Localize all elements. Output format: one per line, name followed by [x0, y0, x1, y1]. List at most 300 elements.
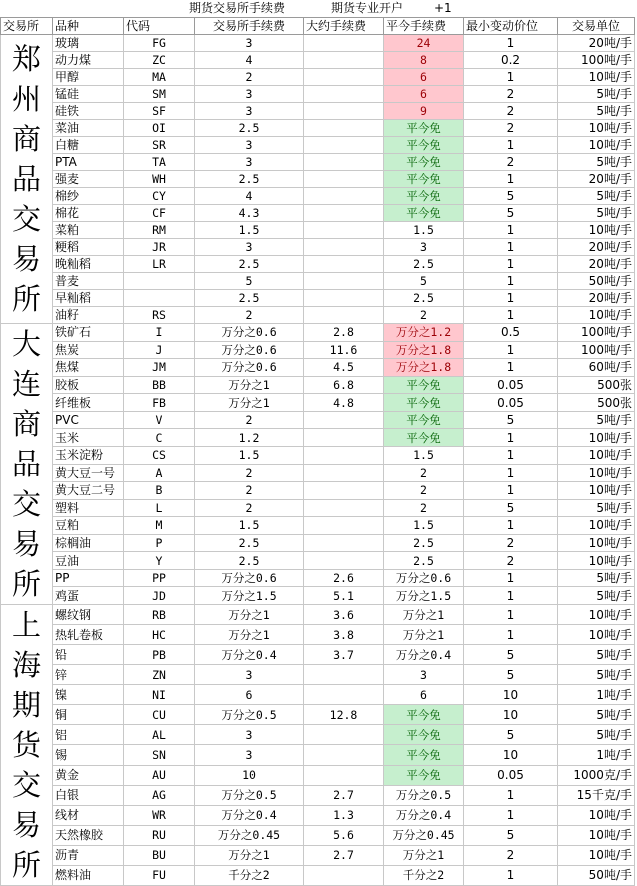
- exchange-fee-cell: 2.5: [195, 534, 304, 552]
- product-name-cell: 热轧卷板: [53, 625, 124, 645]
- approx-fee-cell: [304, 137, 384, 154]
- min-tick-cell: 5: [464, 499, 558, 517]
- sheet-title: 期货交易所手续费: [189, 1, 286, 15]
- table-row: [1, 290, 635, 307]
- approx-fee-cell: [304, 482, 384, 500]
- close-today-fee-cell: 2.5: [384, 552, 464, 570]
- exchange-fee-cell: 1.2: [195, 429, 304, 447]
- min-tick-cell: 2: [464, 845, 558, 865]
- close-today-fee-cell: 万分之1.8: [384, 359, 464, 377]
- product-name-cell: 胶板: [53, 376, 124, 394]
- product-code-cell: V: [124, 411, 195, 429]
- approx-fee-cell: 2.8: [304, 324, 384, 342]
- exchange-fee-cell: 3: [195, 35, 304, 52]
- approx-fee-cell: 11.6: [304, 341, 384, 359]
- table-row: [1, 825, 635, 845]
- product-name-cell: 玉米: [53, 429, 124, 447]
- table-row: [1, 411, 635, 429]
- product-code-cell: I: [124, 324, 195, 342]
- product-code-cell: JR: [124, 239, 195, 256]
- exchange-fee-cell: 2: [195, 411, 304, 429]
- approx-fee-cell: 12.8: [304, 705, 384, 725]
- approx-fee-cell: [304, 665, 384, 685]
- trading-unit-cell: 500张: [558, 394, 635, 412]
- product-name-cell: 锌: [53, 665, 124, 685]
- table-row: [1, 446, 635, 464]
- product-name-cell: 天然橡胶: [53, 825, 124, 845]
- close-today-fee-cell: 千分之2: [384, 865, 464, 885]
- trading-unit-cell: 20吨/手: [558, 290, 635, 307]
- product-code-cell: CF: [124, 205, 195, 222]
- exchange-fee-cell: 万分之1: [195, 394, 304, 412]
- trading-unit-cell: 60吨/手: [558, 359, 635, 377]
- approx-fee-cell: [304, 446, 384, 464]
- min-tick-cell: 5: [464, 645, 558, 665]
- exchange-fee-cell: 10: [195, 765, 304, 785]
- trading-unit-cell: 10吨/手: [558, 625, 635, 645]
- exchange-fee-cell: 2: [195, 69, 304, 86]
- close-today-fee-cell: 3: [384, 239, 464, 256]
- trading-unit-cell: 5吨/手: [558, 665, 635, 685]
- product-code-cell: [124, 273, 195, 290]
- product-code-cell: RM: [124, 222, 195, 239]
- table-row: [1, 705, 635, 725]
- table-row: [1, 394, 635, 412]
- table-row: [1, 785, 635, 805]
- table-row: [1, 205, 635, 222]
- min-tick-cell: 0.2: [464, 52, 558, 69]
- min-tick-cell: 1: [464, 785, 558, 805]
- trading-unit-cell: 5吨/手: [558, 725, 635, 745]
- product-code-cell: BB: [124, 376, 195, 394]
- product-name-cell: 菜油: [53, 120, 124, 137]
- table-row: [1, 534, 635, 552]
- sheet-title-bar: [0, 0, 637, 17]
- close-today-fee-cell: 5: [384, 273, 464, 290]
- product-name-cell: 镍: [53, 685, 124, 705]
- exchange-fee-cell: 2: [195, 464, 304, 482]
- close-today-fee-cell: 万分之0.6: [384, 569, 464, 587]
- min-tick-cell: 1: [464, 171, 558, 188]
- product-name-cell: 白银: [53, 785, 124, 805]
- close-today-fee-cell: 2.5: [384, 290, 464, 307]
- exchange-fee-cell: 2: [195, 499, 304, 517]
- table-row: [1, 35, 635, 52]
- close-today-fee-cell: 2: [384, 307, 464, 324]
- trading-unit-cell: 5吨/手: [558, 86, 635, 103]
- trading-unit-cell: 1吨/手: [558, 685, 635, 705]
- fee-table: [0, 17, 635, 886]
- product-code-cell: A: [124, 464, 195, 482]
- product-name-cell: 棕榈油: [53, 534, 124, 552]
- table-row: [1, 865, 635, 885]
- trading-unit-cell: 10吨/手: [558, 464, 635, 482]
- approx-fee-cell: 3.6: [304, 605, 384, 625]
- header-approx-fee: 大约手续费: [304, 18, 384, 35]
- min-tick-cell: 1: [464, 805, 558, 825]
- exchange-fee-cell: 万分之1: [195, 605, 304, 625]
- exchange-fee-cell: 万分之0.6: [195, 324, 304, 342]
- exchange-fee-cell: 2.5: [195, 290, 304, 307]
- exchange-fee-cell: 2.5: [195, 171, 304, 188]
- product-code-cell: RU: [124, 825, 195, 845]
- close-today-fee-cell: 万分之1.8: [384, 341, 464, 359]
- header-close-today-fee: 平今手续费: [384, 18, 464, 35]
- table-row: [1, 222, 635, 239]
- min-tick-cell: 1: [464, 273, 558, 290]
- product-code-cell: CS: [124, 446, 195, 464]
- header-trading-unit: 交易单位: [558, 18, 635, 35]
- min-tick-cell: 1: [464, 865, 558, 885]
- close-today-fee-cell: 平今免: [384, 725, 464, 745]
- close-today-fee-cell: 2: [384, 464, 464, 482]
- product-name-cell: 强麦: [53, 171, 124, 188]
- product-name-cell: 油籽: [53, 307, 124, 324]
- exchange-name-cell: 郑州商品交易所: [1, 35, 53, 324]
- min-tick-cell: 5: [464, 825, 558, 845]
- product-code-cell: FU: [124, 865, 195, 885]
- approx-fee-cell: [304, 205, 384, 222]
- min-tick-cell: 5: [464, 205, 558, 222]
- approx-fee-cell: 4.5: [304, 359, 384, 377]
- product-name-cell: 塑料: [53, 499, 124, 517]
- product-code-cell: Y: [124, 552, 195, 570]
- close-today-fee-cell: 万分之0.4: [384, 645, 464, 665]
- exchange-fee-cell: 万分之1: [195, 376, 304, 394]
- table-row: [1, 765, 635, 785]
- close-today-fee-cell: 平今免: [384, 137, 464, 154]
- exchange-fee-cell: 3: [195, 103, 304, 120]
- product-name-cell: 棉纱: [53, 188, 124, 205]
- trading-unit-cell: 10吨/手: [558, 222, 635, 239]
- exchange-fee-cell: 2.5: [195, 120, 304, 137]
- product-code-cell: WR: [124, 805, 195, 825]
- fee-table-body: [1, 35, 635, 886]
- close-today-fee-cell: 平今免: [384, 411, 464, 429]
- product-name-cell: 黄金: [53, 765, 124, 785]
- close-today-fee-cell: 6: [384, 86, 464, 103]
- product-code-cell: SR: [124, 137, 195, 154]
- product-name-cell: 玉米淀粉: [53, 446, 124, 464]
- sheet-subtitle: 期货专业开户: [331, 1, 404, 15]
- table-row: [1, 376, 635, 394]
- trading-unit-cell: 5吨/手: [558, 705, 635, 725]
- min-tick-cell: 10: [464, 745, 558, 765]
- exchange-fee-cell: 3: [195, 725, 304, 745]
- product-name-cell: 普麦: [53, 273, 124, 290]
- table-row: [1, 685, 635, 705]
- product-code-cell: PP: [124, 569, 195, 587]
- approx-fee-cell: [304, 745, 384, 765]
- min-tick-cell: 5: [464, 665, 558, 685]
- close-today-fee-cell: 2: [384, 499, 464, 517]
- header-product: 品种: [53, 18, 124, 35]
- min-tick-cell: 1: [464, 239, 558, 256]
- product-name-cell: 玻璃: [53, 35, 124, 52]
- table-row: [1, 665, 635, 685]
- close-today-fee-cell: 1.5: [384, 517, 464, 535]
- table-row: [1, 482, 635, 500]
- product-name-cell: 焦炭: [53, 341, 124, 359]
- close-today-fee-cell: 平今免: [384, 376, 464, 394]
- approx-fee-cell: [304, 103, 384, 120]
- product-name-cell: 白糖: [53, 137, 124, 154]
- table-row: [1, 645, 635, 665]
- table-row: [1, 745, 635, 765]
- table-row: [1, 499, 635, 517]
- min-tick-cell: 1: [464, 587, 558, 605]
- trading-unit-cell: 20吨/手: [558, 171, 635, 188]
- product-code-cell: ZC: [124, 52, 195, 69]
- product-name-cell: 晚籼稻: [53, 256, 124, 273]
- trading-unit-cell: 100吨/手: [558, 324, 635, 342]
- exchange-fee-cell: 万分之1: [195, 845, 304, 865]
- table-row: [1, 171, 635, 188]
- product-code-cell: AG: [124, 785, 195, 805]
- exchange-fee-cell: 5: [195, 273, 304, 290]
- min-tick-cell: 1: [464, 222, 558, 239]
- product-code-cell: [124, 290, 195, 307]
- table-row: [1, 154, 635, 171]
- exchange-fee-cell: 4.3: [195, 205, 304, 222]
- close-today-fee-cell: 9: [384, 103, 464, 120]
- trading-unit-cell: 1吨/手: [558, 745, 635, 765]
- min-tick-cell: 2: [464, 552, 558, 570]
- close-today-fee-cell: 3: [384, 665, 464, 685]
- product-code-cell: LR: [124, 256, 195, 273]
- product-name-cell: 鸡蛋: [53, 587, 124, 605]
- table-row: [1, 341, 635, 359]
- approx-fee-cell: [304, 35, 384, 52]
- exchange-fee-cell: 3: [195, 239, 304, 256]
- product-code-cell: ZN: [124, 665, 195, 685]
- close-today-fee-cell: 平今免: [384, 765, 464, 785]
- approx-fee-cell: [304, 222, 384, 239]
- product-name-cell: 燃料油: [53, 865, 124, 885]
- approx-fee-cell: [304, 552, 384, 570]
- product-code-cell: HC: [124, 625, 195, 645]
- trading-unit-cell: 10吨/手: [558, 805, 635, 825]
- table-row: [1, 805, 635, 825]
- min-tick-cell: 0.05: [464, 765, 558, 785]
- exchange-fee-cell: 3: [195, 137, 304, 154]
- product-name-cell: 粳稻: [53, 239, 124, 256]
- trading-unit-cell: 10吨/手: [558, 482, 635, 500]
- product-name-cell: 铜: [53, 705, 124, 725]
- approx-fee-cell: [304, 411, 384, 429]
- trading-unit-cell: 10吨/手: [558, 825, 635, 845]
- close-today-fee-cell: 万分之1.2: [384, 324, 464, 342]
- product-code-cell: CU: [124, 705, 195, 725]
- table-row: [1, 188, 635, 205]
- exchange-fee-cell: 3: [195, 154, 304, 171]
- table-row: [1, 587, 635, 605]
- product-name-cell: 螺纹钢: [53, 605, 124, 625]
- min-tick-cell: 1: [464, 341, 558, 359]
- product-name-cell: 锡: [53, 745, 124, 765]
- product-name-cell: 锰硅: [53, 86, 124, 103]
- trading-unit-cell: 20吨/手: [558, 256, 635, 273]
- exchange-fee-cell: 2.5: [195, 256, 304, 273]
- table-row: [1, 517, 635, 535]
- table-row: [1, 273, 635, 290]
- exchange-fee-cell: 1.5: [195, 446, 304, 464]
- approx-fee-cell: 3.7: [304, 645, 384, 665]
- close-today-fee-cell: 平今免: [384, 188, 464, 205]
- trading-unit-cell: 10吨/手: [558, 552, 635, 570]
- trading-unit-cell: 10吨/手: [558, 845, 635, 865]
- close-today-fee-cell: 平今免: [384, 205, 464, 222]
- product-code-cell: P: [124, 534, 195, 552]
- approx-fee-cell: [304, 239, 384, 256]
- approx-fee-cell: 5.6: [304, 825, 384, 845]
- trading-unit-cell: 100吨/手: [558, 341, 635, 359]
- approx-fee-cell: 5.1: [304, 587, 384, 605]
- close-today-fee-cell: 2: [384, 482, 464, 500]
- product-name-cell: 纤维板: [53, 394, 124, 412]
- product-name-cell: 甲醇: [53, 69, 124, 86]
- exchange-fee-cell: 2.5: [195, 552, 304, 570]
- table-row: [1, 69, 635, 86]
- approx-fee-cell: 4.8: [304, 394, 384, 412]
- product-code-cell: JM: [124, 359, 195, 377]
- product-name-cell: 豆粕: [53, 517, 124, 535]
- table-row: [1, 86, 635, 103]
- min-tick-cell: 5: [464, 411, 558, 429]
- product-code-cell: RS: [124, 307, 195, 324]
- trading-unit-cell: 50吨/手: [558, 273, 635, 290]
- close-today-fee-cell: 万分之0.4: [384, 805, 464, 825]
- table-row: [1, 137, 635, 154]
- product-name-cell: 黄大豆二号: [53, 482, 124, 500]
- close-today-fee-cell: 平今免: [384, 705, 464, 725]
- table-row: [1, 307, 635, 324]
- product-code-cell: M: [124, 517, 195, 535]
- trading-unit-cell: 10吨/手: [558, 307, 635, 324]
- min-tick-cell: 1: [464, 625, 558, 645]
- exchange-fee-cell: 万分之0.4: [195, 645, 304, 665]
- trading-unit-cell: 20吨/手: [558, 35, 635, 52]
- product-name-cell: 铁矿石: [53, 324, 124, 342]
- exchange-fee-cell: 万分之0.6: [195, 341, 304, 359]
- product-name-cell: PP: [53, 569, 124, 587]
- approx-fee-cell: [304, 765, 384, 785]
- exchange-fee-cell: 万分之0.6: [195, 569, 304, 587]
- min-tick-cell: 1: [464, 35, 558, 52]
- product-name-cell: 铅: [53, 645, 124, 665]
- header-exchange-fee: 交易所手续费: [195, 18, 304, 35]
- exchange-fee-cell: 万分之1.5: [195, 587, 304, 605]
- min-tick-cell: 1: [464, 429, 558, 447]
- trading-unit-cell: 5吨/手: [558, 154, 635, 171]
- header-code: 代码: [124, 18, 195, 35]
- approx-fee-cell: [304, 290, 384, 307]
- product-code-cell: J: [124, 341, 195, 359]
- exchange-fee-cell: 2: [195, 307, 304, 324]
- exchange-fee-cell: 2: [195, 482, 304, 500]
- approx-fee-cell: [304, 725, 384, 745]
- trading-unit-cell: 5吨/手: [558, 569, 635, 587]
- trading-unit-cell: 20吨/手: [558, 239, 635, 256]
- trading-unit-cell: 10吨/手: [558, 517, 635, 535]
- close-today-fee-cell: 1.5: [384, 446, 464, 464]
- approx-fee-cell: [304, 273, 384, 290]
- close-today-fee-cell: 1.5: [384, 222, 464, 239]
- trading-unit-cell: 5吨/手: [558, 103, 635, 120]
- product-code-cell: RB: [124, 605, 195, 625]
- close-today-fee-cell: 万分之1: [384, 625, 464, 645]
- table-row: [1, 52, 635, 69]
- close-today-fee-cell: 万分之1: [384, 605, 464, 625]
- exchange-fee-cell: 4: [195, 188, 304, 205]
- exchange-fee-cell: 万分之0.5: [195, 785, 304, 805]
- table-row: [1, 552, 635, 570]
- approx-fee-cell: [304, 52, 384, 69]
- min-tick-cell: 5: [464, 188, 558, 205]
- exchange-name-cell: 上海期货交易所: [1, 605, 53, 886]
- table-row: [1, 569, 635, 587]
- min-tick-cell: 2: [464, 120, 558, 137]
- approx-fee-cell: [304, 256, 384, 273]
- approx-fee-cell: [304, 429, 384, 447]
- close-today-fee-cell: 2.5: [384, 256, 464, 273]
- product-code-cell: AU: [124, 765, 195, 785]
- close-today-fee-cell: 平今免: [384, 171, 464, 188]
- approx-fee-cell: 2.7: [304, 785, 384, 805]
- approx-fee-cell: 1.3: [304, 805, 384, 825]
- exchange-fee-cell: 万分之0.6: [195, 359, 304, 377]
- close-today-fee-cell: 万分之0.45: [384, 825, 464, 845]
- approx-fee-cell: 2.7: [304, 845, 384, 865]
- approx-fee-cell: [304, 171, 384, 188]
- trading-unit-cell: 10吨/手: [558, 605, 635, 625]
- exchange-name-cell: 大连商品交易所: [1, 324, 53, 605]
- product-code-cell: MA: [124, 69, 195, 86]
- trading-unit-cell: 100吨/手: [558, 52, 635, 69]
- trading-unit-cell: 10吨/手: [558, 120, 635, 137]
- table-row: [1, 256, 635, 273]
- product-name-cell: 早籼稻: [53, 290, 124, 307]
- min-tick-cell: 10: [464, 705, 558, 725]
- approx-fee-cell: [304, 865, 384, 885]
- product-name-cell: 菜粕: [53, 222, 124, 239]
- approx-fee-cell: 6.8: [304, 376, 384, 394]
- header-exchange: 交易所: [1, 18, 53, 35]
- trading-unit-cell: 5吨/手: [558, 205, 635, 222]
- product-code-cell: C: [124, 429, 195, 447]
- product-code-cell: NI: [124, 685, 195, 705]
- close-today-fee-cell: 6: [384, 685, 464, 705]
- product-name-cell: 线材: [53, 805, 124, 825]
- min-tick-cell: 2: [464, 154, 558, 171]
- exchange-fee-cell: 4: [195, 52, 304, 69]
- min-tick-cell: 1: [464, 605, 558, 625]
- product-code-cell: FG: [124, 35, 195, 52]
- close-today-fee-cell: 平今免: [384, 429, 464, 447]
- sheet-title-counter: +1: [434, 1, 452, 15]
- min-tick-cell: 1: [464, 464, 558, 482]
- min-tick-cell: 2: [464, 103, 558, 120]
- trading-unit-cell: 10吨/手: [558, 446, 635, 464]
- close-today-fee-cell: 平今免: [384, 120, 464, 137]
- exchange-fee-cell: 3: [195, 86, 304, 103]
- product-name-cell: 焦煤: [53, 359, 124, 377]
- product-code-cell: AL: [124, 725, 195, 745]
- product-name-cell: 沥青: [53, 845, 124, 865]
- table-row: [1, 359, 635, 377]
- close-today-fee-cell: 2.5: [384, 534, 464, 552]
- close-today-fee-cell: 6: [384, 69, 464, 86]
